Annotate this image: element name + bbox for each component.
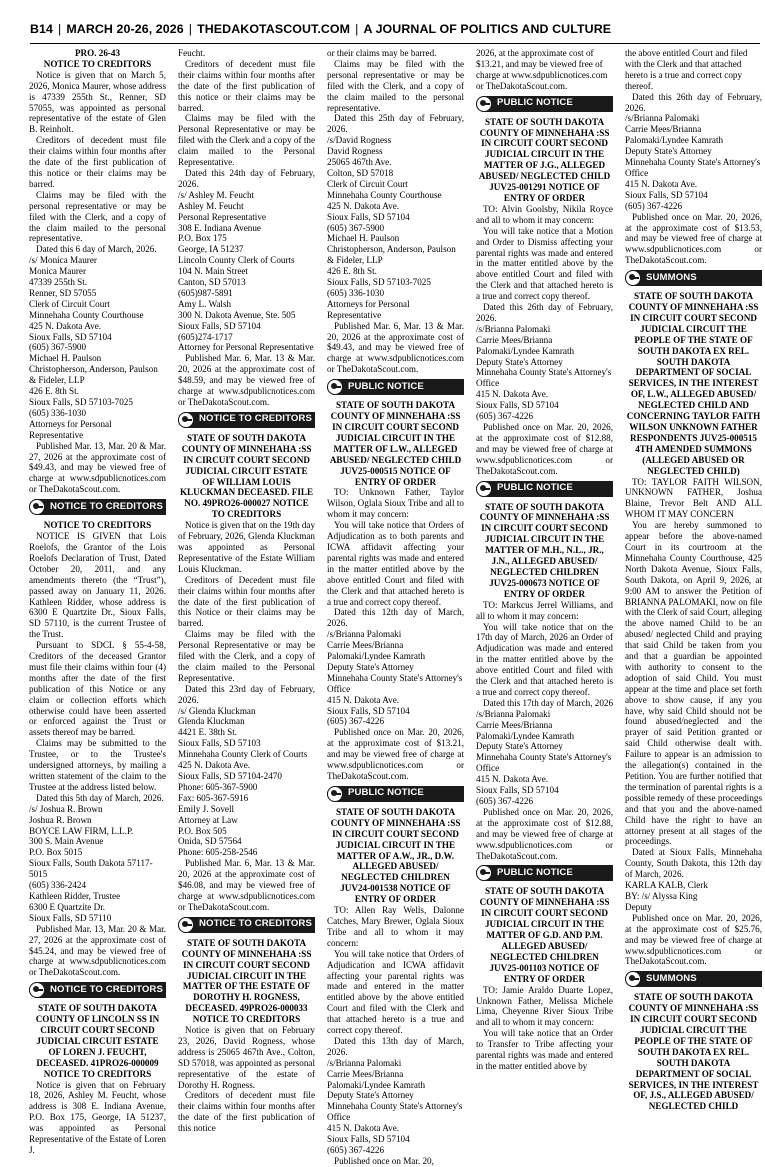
notice-heading: NOTICE TO CREDITORS bbox=[43, 520, 152, 531]
banner-label: NOTICE TO CREDITORS bbox=[199, 413, 312, 425]
notice-heading: STATE OF SOUTH DAKOTA COUNTY OF LINCOLN SS IN CIRCUIT COURT SECOND JUDICIAL CIRCUIT ESTATE OF LOREN J. FEUCHT, DECEASED. 41PRO26-000009 NOTICE TO CREDITORS bbox=[35, 1003, 160, 1079]
notice-paragraph: David Rogness bbox=[327, 146, 383, 157]
section-banner-public bbox=[327, 786, 464, 802]
notice-paragraph: Sioux Falls, SD 57104 bbox=[476, 785, 559, 796]
section-banner-public bbox=[476, 865, 613, 881]
notice-paragraph: /s/ Joshua R. Brown bbox=[29, 803, 103, 814]
notice-paragraph: /s/ Ashley M. Feucht bbox=[178, 189, 255, 200]
scout-logo-icon bbox=[178, 917, 194, 933]
notice-paragraph: You will take notice that an Order to Transfer to Tribe affecting your parental rights was made and entered in the matter entitled above by bbox=[476, 1028, 613, 1071]
notice-paragraph: Feucht. bbox=[178, 48, 206, 58]
section-banner-creditors bbox=[29, 982, 166, 998]
notice-paragraph: 415 N. Dakota Ave. bbox=[476, 389, 549, 400]
notice-paragraph: /s/ Glenda Kluckman bbox=[178, 705, 256, 716]
legal-notice bbox=[625, 992, 762, 1112]
notice-heading: NOTICE TO CREDITORS bbox=[43, 58, 152, 69]
legal-notice bbox=[327, 48, 464, 375]
legal-notice bbox=[476, 886, 613, 1071]
notice-paragraph: Pursuant to SDCL § 55-4-58, Creditors of the deceased Grantor must file their claims within four (4) months after the date of the first publication of this Notice or any claim or collection efforts which otherwise could have been asserted or enforced against the Trust or assets thereof may be barred. bbox=[29, 640, 166, 738]
notice-paragraph: Sioux Falls, SD 57110 bbox=[29, 912, 112, 923]
legal-notice bbox=[625, 48, 762, 266]
notice-paragraph: Dated this 13th day of March, 2026. bbox=[327, 1035, 464, 1057]
notice-paragraph: You will take notice that Orders of Adjudication as to both parents and ICWA affidavit affecting your parental rights was made and entered in the matter entitled above by the above entitled Court and filed with the Clerk and that attached hereto is a true and correct copy thereof. bbox=[327, 520, 464, 607]
notice-paragraph: 415 N. Dakota Ave. bbox=[327, 1123, 400, 1134]
notice-paragraph: the above entitled Court and filed with the Clerk and that attached hereto is a true and correct copy thereof. bbox=[625, 48, 748, 91]
notice-paragraph: 425 N. Dakota Ave. bbox=[178, 760, 251, 771]
notice-paragraph: 300 N. Dakota Avenue, Ste. 505 bbox=[178, 309, 296, 320]
notice-paragraph: Dated at Sioux Falls, Minnehaha County, South Dakota, this 12th day of March, 2026. bbox=[625, 847, 762, 880]
notice-paragraph: Sioux Falls, South Dakota 57117-5015 bbox=[29, 858, 153, 880]
notice-paragraph: Dated this 12th day of March, 2026. bbox=[327, 607, 464, 629]
notice-paragraph: Colton, SD 57018 bbox=[327, 167, 394, 178]
legal-notice bbox=[29, 48, 166, 495]
legal-notice bbox=[476, 502, 613, 862]
notice-paragraph: TO: TAYLOR FAITH WILSON, UNKNOWN FATHER, Joshua Blaine, Trevor Belt AND ALL WHOM IT MAY CONCERN bbox=[625, 476, 762, 520]
site-link[interactable]: THEDAKOTASCOUT.COM bbox=[197, 22, 351, 36]
notices-columns bbox=[29, 48, 762, 1166]
notice-paragraph: Creditors of decedent must file their claims within four months after the date of the first publication of this notice or their claims may be barred. bbox=[178, 58, 315, 113]
column-5 bbox=[625, 48, 762, 1130]
notice-paragraph: Carrie Mees/Brianna Palomaki/Lyndee Kamrath bbox=[476, 334, 575, 356]
notice-paragraph: Claims may be submitted to the Trustee, or to the Trustee's undersigned attorneys, by mailing a written statement of the claim to the Trustee at the address listed below. bbox=[29, 738, 166, 792]
notice-paragraph: /s/Brianna Palomaki bbox=[327, 629, 402, 640]
notice-paragraph: P.O. Box 505 bbox=[178, 825, 227, 836]
notice-paragraph: TO: Unknown Father, Taylor Wilson, Oglala Sioux Tribe and all to whom it may concern: bbox=[327, 487, 464, 520]
notice-heading: STATE OF SOUTH DAKOTA COUNTY OF MINNEHAHA :SS IN CIRCUIT COURT SECOND JUDICIAL CIRCUIT IN THE MATTER OF G.D. AND P.M. ALLEGED ABUSED/ NEGLECTED CHILDREN JUV25-001103 NOTICE OF ENTRY OF ORDER bbox=[479, 886, 610, 984]
notice-heading: STATE OF SOUTH DAKOTA COUNTY OF MINNEHAHA :SS IN CIRCUIT COURT SECOND JUDICIAL CIRCUIT IN THE MATTER OF THE ESTATE OF DOROTHY H. ROGNESS, DECEASED. 49PRO26-000033 NOTICE TO CREDITORS bbox=[181, 937, 312, 1025]
notice-paragraph: 415 N. Dakota Ave. bbox=[625, 178, 698, 189]
legal-notice bbox=[178, 48, 315, 408]
column-2 bbox=[178, 48, 316, 1134]
notice-paragraph: Minnehaha County State's Attorney's Office bbox=[476, 367, 612, 389]
notice-paragraph: Claims may be filed with the Personal Representative or may be filed with the Clerk, and a copy of the claim mailed to the Personal Representative. bbox=[178, 629, 315, 683]
notice-paragraph: Published Mar. 6, Mar. 13 & Mar. 20, 2026 at the approximate cost of $48.59, and may be viewed free of charge at www.sdpublicnotices.com or TheDakotaScout.com. bbox=[178, 353, 315, 407]
notice-paragraph: (605)987-5891 bbox=[178, 287, 233, 298]
notice-paragraph: Notice is given that on February 23, 2026, David Rogness, whose address is 25065 467th Ave., Colton, SD 57018, was appointed as personal representative of the estate of Dorothy H. Rogness. bbox=[178, 1025, 315, 1090]
notice-paragraph: Sioux Falls, SD 57104 bbox=[178, 320, 261, 331]
notice-paragraph: TO: Jamie Araldo Duarte Lopez, Unknown Father, Melissa Michele Lima, Cheyenne River Sioux Tribe and all to whom it may concern: bbox=[476, 984, 613, 1028]
banner-label: PUBLIC NOTICE bbox=[348, 787, 424, 799]
notice-paragraph: BY: /s/ Alyssa King bbox=[625, 890, 698, 901]
notice-paragraph: Claims may be filed with the personal representative or may be filed with the Clerk, and a copy of the claim mailed to the personal representative. bbox=[29, 189, 166, 244]
notice-paragraph: 425 N. Dakota Ave. bbox=[327, 200, 400, 211]
notice-paragraph: You will take notice that on the 17th day of March, 2026 an Order of Adjudication was made and entered in the matter entitled above by the above entitled Court and filed with the Clerk and that attached hereto is a true and correct copy thereof. bbox=[476, 621, 613, 697]
notice-paragraph: /s/Brianna Palomaki bbox=[327, 1057, 402, 1068]
notice-paragraph: (605) 367-4226 bbox=[327, 716, 385, 727]
notice-paragraph: Clerk of Circuit Court bbox=[327, 178, 408, 189]
notice-heading: STATE OF SOUTH DAKOTA COUNTY OF MINNEHAHA :SS IN CIRCUIT COURT SECOND JUDICIAL CIRCUIT IN THE MATTER OF J.G., ALLEGED ABUSED/ NEGLECTED CHILD JUV25-001291 NOTICE OF ENTRY OF ORDER bbox=[478, 116, 611, 203]
notice-paragraph: Renner, SD 57055 bbox=[29, 287, 97, 298]
notice-paragraph: Attorney at Law bbox=[178, 814, 238, 825]
legal-notice bbox=[476, 48, 613, 92]
notice-paragraph: Dated this 26th day of February, 2026. bbox=[625, 91, 762, 113]
notice-paragraph: (605) 336-2424 bbox=[29, 880, 87, 891]
notice-paragraph: 2026, at the approximate cost of $13.21, and may be viewed free of charge at www.sdpublicnotices.com or TheDakotaScout.com. bbox=[476, 48, 608, 91]
section-banner-public bbox=[476, 481, 613, 497]
notice-paragraph: 426 E. 8th St. bbox=[327, 266, 377, 277]
notice-paragraph: Dated this 26th day of February, 2026. bbox=[476, 302, 613, 323]
notice-paragraph: Kathleen Ridder, Trustee bbox=[29, 890, 121, 901]
notice-paragraph: You are hereby summoned to appear before the above-named Court in its courtroom at the Minnehaha County Courthouse, 425 North Dakota Avenue, Sioux Falls, South Dakota, on April 9, 2026, at 9:00 AM to answer the Petition of BRIANNA PALOMAKI, now on file with the Clerk of said Court, alleging the above named Child to be an abused/ neglected Child and praying that said Child be taken from you and that a guardian be appointed with authority to consent to the adoption of said Child. You must appear at the time and place set forth above to show cause, if any you have, why said Child should not be found abused/neglected and the prayer of said Petition granted or said Child otherwise dealt with. Failure to appear is an admission to the allegation(s) contained in the Petition. You are further notified that the termination of parental rights is a possible remedy of these proceedings and that you and the above-named Child have the right to have an attorney present at all stages of the proceedings. bbox=[625, 520, 762, 847]
notice-paragraph: Published Mar. 13, Mar. 20 & Mar. 27, 2026 at the approximate cost of $45.24, and may be viewed free of charge at www.sdpublicnotices.com or TheDakotaScout.com. bbox=[29, 923, 166, 978]
banner-label: NOTICE TO CREDITORS bbox=[199, 918, 312, 930]
notice-paragraph: Attorneys for Personal Representative bbox=[327, 298, 410, 320]
banner-label: SUMMONS bbox=[646, 271, 697, 283]
legal-notice bbox=[29, 520, 166, 978]
notice-paragraph: Claims may be filed with the Personal Representative or may be filed with the Clerk and a copy of the claim mailed to the Personal Representative. bbox=[178, 113, 315, 168]
notice-paragraph: Creditors of decedent must file their claims within four months after the date of the first publication of this notice or their claims may be barred. bbox=[29, 135, 166, 189]
notice-paragraph: Phone: 605-258-2546 bbox=[178, 847, 258, 858]
notice-paragraph: Michael H. Paulson bbox=[29, 353, 102, 364]
notice-paragraph: (605) 367-4226 bbox=[327, 1145, 385, 1155]
page-number: B14 bbox=[30, 22, 54, 36]
notice-paragraph: Attorney for Personal Representative bbox=[178, 342, 314, 353]
notice-paragraph: /s/Brianna Palomaki bbox=[625, 113, 700, 124]
notice-paragraph: Deputy State's Attorney bbox=[625, 146, 712, 157]
scout-logo-icon bbox=[327, 379, 343, 395]
section-banner-creditors bbox=[29, 499, 166, 515]
notice-paragraph: Personal Representative bbox=[178, 211, 266, 222]
section-banner-creditors bbox=[178, 412, 315, 428]
section-banner-public bbox=[476, 96, 613, 112]
notice-paragraph: Minnehaha County Clerk of Courts bbox=[178, 749, 308, 760]
notice-paragraph: Carrie Mees/Brianna Palomaki/Lyndee Kamrath bbox=[327, 1068, 426, 1090]
banner-label: PUBLIC NOTICE bbox=[497, 866, 573, 878]
notice-paragraph: Canton, SD 57013 bbox=[178, 277, 246, 288]
notice-paragraph: BOYCE LAW FIRM, L.L.P. bbox=[29, 825, 134, 836]
legal-notice bbox=[327, 400, 464, 782]
notice-paragraph: Notice is given that on the 19th day of February, 2026, Glenda Kluckman was appointed as Personal Representative of the Estate William Louis Kluckman. bbox=[178, 520, 316, 574]
notice-paragraph: 308 E. Indiana Avenue bbox=[178, 222, 261, 233]
banner-label: PUBLIC NOTICE bbox=[497, 482, 573, 494]
notice-paragraph: Published Mar. 6, Mar. 13 & Mar. 20, 2026 at the approximate cost of $49.43, and may be viewed free of charge at www.sdpublicnotices.com or TheDakotaScout.com. bbox=[327, 320, 464, 375]
column-1 bbox=[29, 48, 166, 1155]
legal-notice bbox=[476, 117, 613, 477]
section-banner-summons bbox=[625, 971, 762, 987]
notice-paragraph: Attorneys for Personal Representative bbox=[29, 418, 112, 440]
notice-paragraph: Sioux Falls, SD 57104 bbox=[625, 189, 708, 200]
notice-paragraph: (605) 336-1030 bbox=[327, 287, 385, 298]
notice-paragraph: Phone: 605-367-5900 bbox=[178, 781, 258, 792]
notice-paragraph: Minnehaha County State's Attorney's Office bbox=[476, 752, 612, 774]
legal-notice bbox=[178, 433, 315, 913]
notice-paragraph: Published once on Mar. 20, bbox=[334, 1155, 434, 1166]
notice-paragraph: Joshua R. Brown bbox=[29, 814, 92, 825]
issue-date: MARCH 20-26, 2026 bbox=[66, 22, 184, 36]
notice-paragraph: 104 N. Main Street bbox=[178, 266, 248, 277]
notice-paragraph: Published Mar. 13, Mar. 20 & Mar. 27, 2026 at the approximate cost of $49.43, and may be viewed free of charge at www.sdpublicnotices.com or TheDakotaScout.com. bbox=[29, 440, 166, 495]
notice-paragraph: Dated this 25th day of February, 2026. bbox=[327, 113, 464, 135]
notice-paragraph: Dated this 24th day of February, 2026. bbox=[178, 167, 315, 189]
scout-logo-icon bbox=[29, 982, 45, 998]
notice-paragraph: Dated this 6 day of March, 2026. bbox=[36, 244, 157, 255]
notice-paragraph: Amy L. Walsh bbox=[178, 298, 232, 309]
notice-paragraph: /s/Brianna Palomaki bbox=[476, 708, 551, 719]
notice-paragraph: Minnehaha County State's Attorney's Office bbox=[327, 1101, 463, 1123]
notice-paragraph: (605) 367-5900 bbox=[327, 222, 385, 233]
notice-paragraph: /s/ Monica Maurer bbox=[29, 255, 97, 266]
legal-notice bbox=[29, 1003, 166, 1156]
notice-paragraph: /s/Brianna Palomaki bbox=[476, 323, 551, 334]
notice-paragraph: Published once on Mar. 20, 2026, at the approximate cost of $13.53, and may be viewed free of charge at www.sdpublicnotices.com or TheDakotaScout.com. bbox=[625, 211, 762, 266]
notice-paragraph: Dated this 23rd day of February, 2026. bbox=[178, 683, 315, 705]
notice-paragraph: Deputy State's Attorney bbox=[476, 356, 563, 367]
notice-paragraph: Deputy State's Attorney bbox=[327, 661, 414, 672]
notice-heading: STATE OF SOUTH DAKOTA COUNTY OF MINNEHAHA :SS IN CIRCUIT COURT SECOND JUDICIAL CIRCUIT ESTATE OF WILLIAM LOUIS KLUCKMAN DECEASED. FILE NO. 49PRO26-000027 NOTICE TO CREDITORS bbox=[179, 432, 314, 520]
scout-logo-icon bbox=[476, 481, 492, 497]
banner-label: PUBLIC NOTICE bbox=[497, 97, 573, 109]
notice-paragraph: (605) 336-1030 bbox=[29, 407, 87, 418]
notice-paragraph: Ashley M. Feucht bbox=[178, 200, 244, 211]
notice-paragraph: TO: Alvin Goolsby, Nikila Royce and all to whom it may concern: bbox=[476, 203, 613, 225]
notice-paragraph: Notice is given that on February 18, 2026, Ashley M. Feucht, whose address is 308 E. Indiana Avenue, P.O. Box 175, George, IA 51237, was appointed as Personal Representative of the Estate of Loren J. bbox=[29, 1079, 166, 1155]
notice-heading: PRO. 26-43 bbox=[74, 48, 121, 58]
tagline: A JOURNAL OF POLITICS AND CULTURE bbox=[363, 22, 612, 36]
notice-paragraph: Sioux Falls, SD 57104 bbox=[29, 331, 112, 342]
notice-paragraph: Published once on Mar. 20, 2026, at the approximate cost of $12.88, and may be viewed free of charge at www.sdpublicnotices.com or TheDakotaScout.com. bbox=[476, 422, 613, 476]
notice-paragraph: 47339 255th St. bbox=[29, 277, 88, 288]
notice-paragraph: George, IA 51237 bbox=[178, 244, 244, 255]
scout-logo-icon bbox=[178, 412, 194, 428]
notice-paragraph: Notice is given that on March 5, 2026, Monica Maurer, whose address is 47339 255th St., Renner, SD 57055, was appointed as personal representative of the estate of Glen B. Reinholt. bbox=[29, 69, 166, 135]
notice-heading: STATE OF SOUTH DAKOTA COUNTY OF MINNEHAHA :SS IN CIRCUIT COURT SECOND JUDICIAL CIRCUIT IN THE MATTER OF M.H., N.L., JR., J.N., ALLEGED ABUSED/ NEGLECTED CHILDREN JUV25-000673 NOTICE OF ENTRY OF ORDER bbox=[479, 501, 610, 599]
notice-paragraph: (605)274-1717 bbox=[178, 331, 233, 342]
notice-paragraph: /s/David Rogness bbox=[327, 135, 392, 146]
notice-paragraph: Published Mar. 6, Mar. 13 & Mar. 20, 2026 at the approximate cost of $46.08, and may be viewed free of charge at www.sdpublicnotices.com or TheDakotaScout.com. bbox=[178, 858, 315, 912]
notice-paragraph: Michael H. Paulson bbox=[327, 233, 400, 244]
notice-paragraph: Sioux Falls, SD 57104 bbox=[476, 400, 559, 411]
notice-paragraph: (605) 367-4226 bbox=[476, 796, 534, 806]
notice-paragraph: Lincoln County Clerk of Courts bbox=[178, 255, 295, 266]
notice-heading: STATE OF SOUTH DAKOTA COUNTY OF MINNEHAHA :SS IN CIRCUIT COURT SECOND JUDICIAL CIRCUIT IN THE MATTER OF L.W., ALLEGED ABUSED/ NEGLECTED CHILD JUV25-000515 NOTICE OF ENTRY OF ORDER bbox=[329, 400, 462, 487]
notice-paragraph: 415 N. Dakota Ave. bbox=[476, 774, 549, 785]
notice-paragraph: Minnehaha County Courthouse bbox=[327, 189, 442, 200]
notice-paragraph: Sioux Falls, SD 57103-7025 bbox=[29, 397, 133, 407]
notice-paragraph: Onida, SD 57564 bbox=[178, 836, 242, 847]
notice-paragraph: 6300 E Quartzite Dr. bbox=[29, 901, 106, 912]
notice-paragraph: Carrie Mees/Brianna Palomaki/Lyndee Kamrath bbox=[327, 640, 426, 662]
notice-paragraph: Sioux Falls, SD 57104 bbox=[327, 1134, 410, 1145]
notice-paragraph: Sioux Falls, SD 57103 bbox=[178, 738, 261, 749]
notice-paragraph: P.O. Box 5015 bbox=[29, 847, 83, 858]
column-3 bbox=[327, 48, 464, 1166]
notice-paragraph: 300 S. Main Avenue bbox=[29, 836, 104, 847]
column-4 bbox=[476, 48, 613, 1130]
notice-paragraph: (605) 367-4226 bbox=[476, 411, 534, 422]
banner-label: NOTICE TO CREDITORS bbox=[50, 500, 163, 512]
notice-paragraph: Deputy State's Attorney bbox=[476, 741, 563, 752]
scout-logo-icon bbox=[625, 971, 641, 987]
page-header: B14 | MARCH 20-26, 2026 | THEDAKOTASCOUT.COM | A JOURNAL OF POLITICS AND CULTURE bbox=[30, 22, 612, 36]
scout-logo-icon bbox=[327, 786, 343, 802]
legal-notice bbox=[327, 807, 464, 1167]
notice-paragraph: or their claims may be barred. bbox=[327, 48, 437, 58]
notice-paragraph: Sioux Falls, SD 57104-2470 bbox=[178, 771, 282, 781]
notice-paragraph: Sioux Falls, SD 57104 bbox=[327, 211, 410, 222]
notice-paragraph: Glenda Kluckman bbox=[178, 716, 245, 727]
notice-paragraph: Creditors of Decedent must file their claims within four months after the date of the first publication of this Notice or their claims may be barred. bbox=[178, 574, 315, 629]
notice-paragraph: Christopherson, Anderson, Paulson & Fideler, LLP bbox=[29, 364, 158, 386]
notice-paragraph: Minnehaha County State's Attorney's Office bbox=[327, 672, 463, 694]
legal-notice bbox=[625, 291, 762, 967]
notice-paragraph: Published once on Mar. 20, 2026, at the approximate cost of $12.88, and may be viewed free of charge at www.sdpublicnotices.com or TheDakotaScout.com. bbox=[476, 806, 613, 861]
notice-paragraph: You will take notice that Orders of Adjudication and ICWA affidavit affecting your parental rights was made and entered in the matter entitled above by the above entitled Court and filed with the Clerk and that attached hereto is a true and correct copy thereof. bbox=[327, 948, 464, 1036]
header-rule bbox=[30, 43, 760, 44]
scout-logo-icon bbox=[625, 270, 641, 286]
notice-paragraph: Deputy State's Attorney bbox=[327, 1090, 414, 1101]
notice-paragraph: 425 N. Dakota Ave. bbox=[29, 320, 102, 331]
section-banner-summons bbox=[625, 270, 762, 286]
banner-label: PUBLIC NOTICE bbox=[348, 380, 424, 392]
notice-paragraph: Minnehaha County Courthouse bbox=[29, 309, 144, 320]
notice-paragraph: Minnehaha County State's Attorney's Office bbox=[625, 157, 761, 178]
notice-paragraph: Published once on Mar. 20, 2026, at the approximate cost of $13.21, and may be viewed free of charge at www.sdpublicnotices.com or TheDakotaScout.com. bbox=[327, 727, 464, 781]
notice-paragraph: 4421 E. 38th St. bbox=[178, 727, 238, 738]
notice-paragraph: Sioux Falls, SD 57103-7025 bbox=[327, 277, 431, 288]
notice-paragraph: Dated this 17th day of March, 2026 bbox=[483, 697, 614, 708]
notice-paragraph: P.O. Box 175 bbox=[178, 233, 227, 244]
notice-paragraph: Monica Maurer bbox=[29, 266, 87, 277]
notice-heading: STATE OF SOUTH DAKOTA COUNTY OF MINNEHAHA :SS IN CIRCUIT COURT SECOND JUDICIAL CIRCUIT THE PEOPLE OF THE STATE OF SOUTH DAKOTA EX REL. SOUTH DAKOTA DEPARTMENT OF SOCIAL SERVICES, IN THE INTEREST OF, J.S., ALLEGED ABUSED/ NEGLECTED CHILD bbox=[628, 992, 759, 1112]
banner-label: NOTICE TO CREDITORS bbox=[50, 983, 163, 995]
notice-paragraph: Deputy bbox=[625, 901, 652, 912]
notice-paragraph: Sioux Falls, SD 57104 bbox=[327, 705, 410, 716]
notice-paragraph: Christopherson, Anderson, Paulson & Fideler, LLP bbox=[327, 244, 456, 266]
notice-heading: STATE OF SOUTH DAKOTA COUNTY OF MINNEHAHA :SS IN CIRCUIT COURT SECOND JUDICIAL CIRCUIT IN THE MATTER OF A.W., JR., D.W. ALLEGED ABUSED/ NEGLECTED CHILDREN JUV24-001538 NOTICE OF ENTRY OF ORDER bbox=[330, 806, 461, 905]
notice-paragraph: (605) 367-4226 bbox=[625, 200, 683, 211]
section-banner-public bbox=[327, 379, 464, 395]
notice-paragraph: TO: Allen Ray Wells, Dalonne Catches, Mary Brewer, Oglala Sioux Tribe and all to whom it may concern: bbox=[327, 905, 464, 948]
notice-paragraph: (605) 367-5900 bbox=[29, 342, 87, 353]
legal-notice bbox=[178, 938, 315, 1134]
notice-paragraph: Creditors of decedent must file their claims within four months after the date of the first publication of this notice bbox=[178, 1090, 315, 1134]
banner-label: SUMMONS bbox=[646, 972, 697, 984]
notice-paragraph: Fax: 605-367-5916 bbox=[178, 792, 249, 803]
notice-paragraph: KARLA KALB, Clerk bbox=[625, 880, 708, 891]
notice-heading: STATE OF SOUTH DAKOTA COUNTY OF MINNEHAHA :SS IN CIRCUIT COURT SECOND JUDICIAL CIRCUIT THE PEOPLE OF THE STATE OF SOUTH DAKOTA EX REL. SOUTH DAKOTA DEPARTMENT OF SOCIAL SERVICES, IN THE INTEREST OF, L.W., ALLEGED ABUSED/ NEGLECTED CHILD AND CONCERNING TAYLOR FAITH WILSON UNKNOWN FATHER RESPONDENTS JUV25-000515 4TH AMENDED SUMMONS (ALLEGED ABUSED OR NEGLECTED CHILD) bbox=[626, 291, 761, 476]
notice-paragraph: Dated this 5th day of March, 2026. bbox=[36, 792, 164, 803]
notice-paragraph: 426 E. 8th St. bbox=[29, 386, 79, 397]
notice-paragraph: Clerk of Circuit Court bbox=[29, 298, 110, 309]
scout-logo-icon bbox=[476, 96, 492, 112]
notice-paragraph: Published once on Mar. 20, 2026, at the approximate cost of $25.76, and may be viewed free of charge at www.sdpublicnotices.com or TheDakotaScout.com. bbox=[625, 912, 762, 967]
notice-paragraph: Carrie Mees/Brianna Palomaki/Lyndee Kamrath bbox=[625, 124, 724, 146]
notice-paragraph: You will take notice that a Motion and Order to Dismiss affecting your parental rights was made and entered in the matter entitled above by the above entitled Court and filed with the Clerk and that attached hereto is a true and correct copy thereof. bbox=[476, 225, 613, 302]
section-banner-creditors bbox=[178, 917, 315, 933]
scout-logo-icon bbox=[29, 499, 45, 515]
notice-paragraph: Claims may be filed with the personal representative or may be filed with the Clerk, and a copy of the claim mailed to the personal representative. bbox=[327, 58, 464, 113]
notice-paragraph: 25065 467th Ave. bbox=[327, 157, 392, 168]
notice-paragraph: Emily J. Sovell bbox=[178, 803, 235, 814]
notice-paragraph: 415 N. Dakota Ave. bbox=[327, 694, 400, 705]
scout-logo-icon bbox=[476, 865, 492, 881]
notice-paragraph: Carrie Mees/Brianna Palomaki/Lyndee Kamrath bbox=[476, 719, 575, 741]
notice-paragraph: TO: Markcus Jerrel Williams, and all to whom it may concern: bbox=[476, 599, 613, 621]
notice-paragraph: NOTICE IS GIVEN that Lois Roelofs, the Grantor of the Lois Roelofs Declaration of Trust, Dated October 20, 2011, and any amendments thereto (the “Trust”), passed away on January 11, 2026. Kathleen Ridder, whose address is 6300 E Quartzite Dr., Sioux Falls, SD 57110, is the current Trustee of the Trust. bbox=[29, 531, 166, 640]
